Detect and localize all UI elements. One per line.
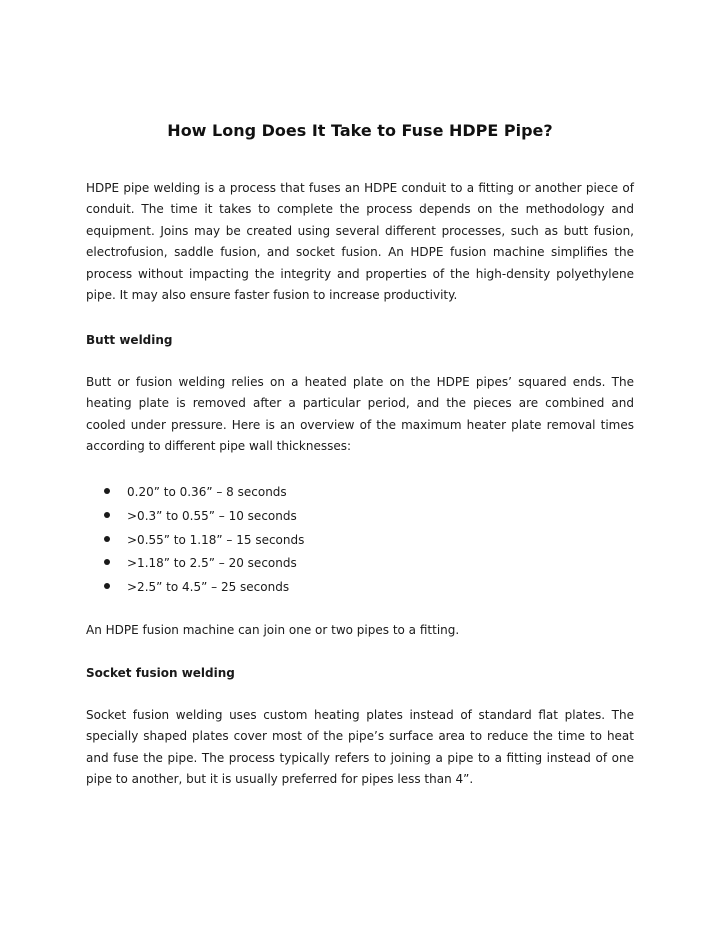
page-title: How Long Does It Take to Fuse HDPE Pipe? (167, 121, 553, 140)
list-item (86, 553, 304, 577)
list-item (86, 530, 304, 554)
list-item-text: >0.55” to 1.18” – 15 seconds (127, 532, 305, 547)
intro-paragraph: HDPE pipe welding is a process that fuses an HDPE conduit to a fitting or another piece of conduit. The time it takes to complete the process depends on the methodology and equipment. Joins may be created using several different processes, such as butt fusion, electrofusion, saddle fusion, and socket fusion. An HDPE fusion machine simplifies the process without impacting the integrity and properties of the high-density polyethylene pipe. It may also ensure faster fusion to increase productivity. (86, 181, 634, 303)
butt-welding-closing: An HDPE fusion machine can join one or two pipes to a fitting. (86, 623, 460, 637)
socket-fusion-paragraph: Socket fusion welding uses custom heating plates instead of standard flat plates. The specially shaped plates cover most of the pipe’s surface area to reduce the time to heat and fuse the pipe. The process typically refers to joining a pipe to a fitting instead of one pipe to another, but it is usually preferred for pipes less than 4”. (86, 708, 634, 787)
bullet-icon (104, 583, 110, 589)
list-item-text: 0.20” to 0.36” – 8 seconds (127, 485, 287, 499)
removal-times-list (86, 482, 304, 601)
list-item (86, 506, 304, 530)
list-item-text: >2.5” to 4.5” – 25 seconds (127, 580, 290, 595)
butt-welding-heading: Butt welding (86, 333, 173, 347)
bullet-icon (104, 488, 110, 494)
list-item (86, 482, 304, 506)
bullet-icon (104, 559, 110, 565)
list-item-text: >0.3” to 0.55” – 10 seconds (127, 508, 297, 523)
bullet-icon (104, 512, 110, 518)
butt-welding-paragraph: Butt or fusion welding relies on a heated plate on the HDPE pipes’ squared ends. The heating plate is removed after a particular period, and the pieces are combined and cooled under pressure. Here is an overview of the maximum heater plate removal times according to different pipe wall thicknesses: (86, 375, 634, 454)
bullet-icon (104, 536, 110, 542)
list-item-text: >1.18” to 2.5” – 20 seconds (127, 556, 297, 571)
list-item (86, 577, 304, 601)
socket-fusion-heading: Socket fusion welding (86, 666, 235, 680)
